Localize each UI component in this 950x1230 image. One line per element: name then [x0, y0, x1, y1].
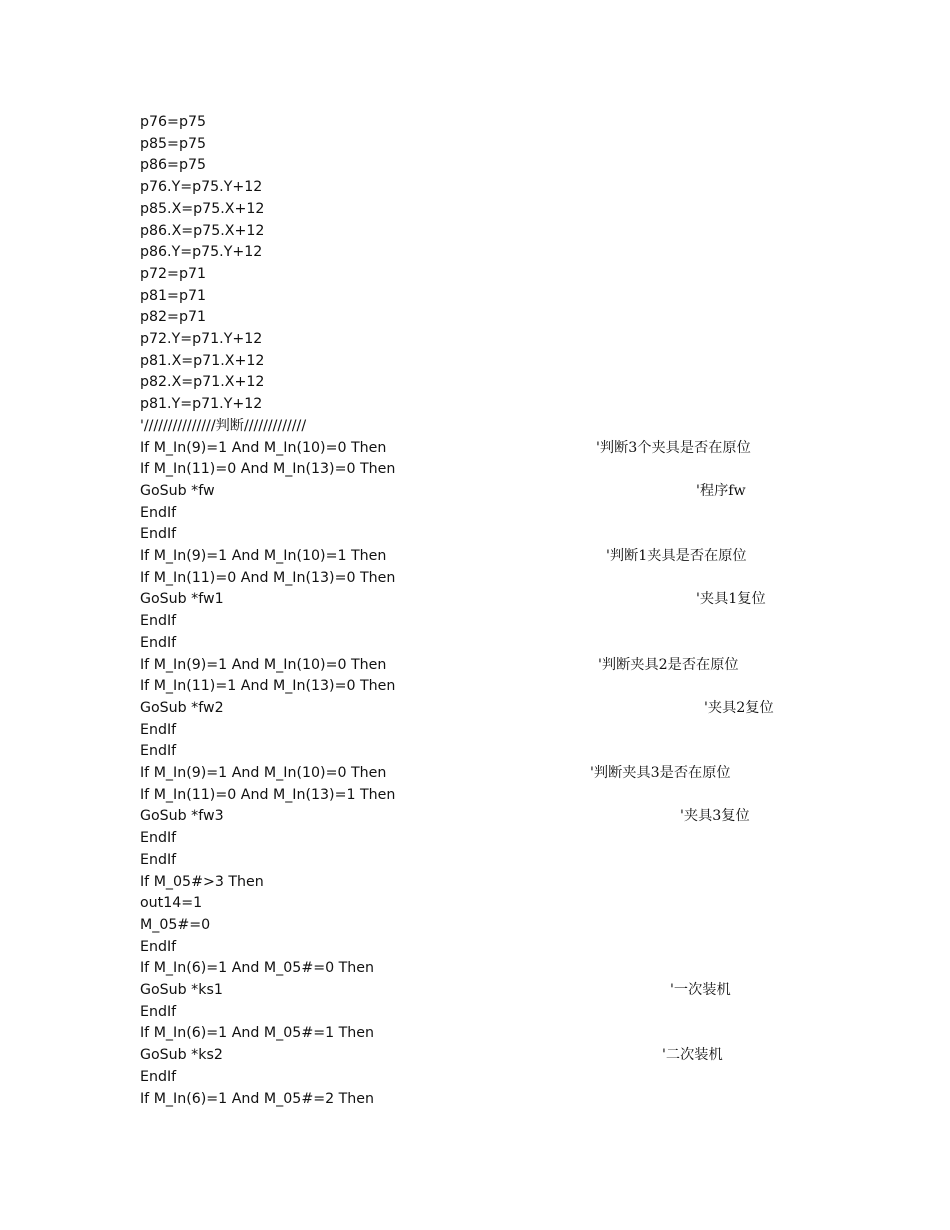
code-comment: '一次装机	[670, 982, 731, 998]
code-line	[140, 286, 920, 308]
code-text: p81.X=p71.X+12	[140, 352, 265, 369]
code-comment: '判断3个夹具是否在原位	[596, 439, 751, 456]
code-text: GoSub *ks2	[140, 1047, 223, 1064]
code-line	[140, 937, 920, 959]
code-line	[140, 828, 920, 850]
code-text: EndIf	[140, 938, 177, 955]
code-line	[140, 1089, 920, 1111]
code-text: GoSub *fw1	[140, 591, 224, 608]
code-line	[140, 1023, 920, 1045]
code-text: EndIf	[140, 634, 177, 651]
code-line	[140, 1002, 920, 1024]
code-text: GoSub *fw2	[140, 699, 224, 716]
code-text: GoSub *fw3	[140, 808, 224, 825]
code-text: If M_In(11)=0 And M_In(13)=0 Then	[140, 569, 396, 586]
code-line	[140, 893, 920, 915]
code-text: If M_In(6)=1 And M_05#=0 Then	[140, 960, 375, 977]
code-line	[140, 655, 920, 677]
code-text: p86.Y=p75.Y+12	[140, 244, 263, 261]
code-line	[140, 720, 920, 742]
code-line	[140, 980, 920, 1002]
code-text: If M_In(6)=1 And M_05#=2 Then	[140, 1090, 375, 1107]
code-text: GoSub *ks1	[140, 982, 223, 998]
code-text: p76.Y=p75.Y+12	[140, 179, 263, 196]
code-line	[140, 1045, 920, 1067]
code-comment: '判断夹具3是否在原位	[590, 765, 731, 781]
code-text: If M_In(6)=1 And M_05#=1 Then	[140, 1025, 375, 1042]
code-text: p85=p75	[140, 135, 207, 152]
code-text: p86.X=p75.X+12	[140, 222, 265, 239]
code-text: p72=p71	[140, 265, 207, 282]
code-line	[140, 676, 920, 698]
code-line	[140, 221, 920, 243]
code-line	[140, 763, 920, 785]
code-text: If M_In(11)=0 And M_In(13)=1 Then	[140, 786, 396, 803]
code-line	[140, 416, 920, 438]
code-line	[140, 351, 920, 373]
code-text: M_05#=0	[140, 916, 211, 933]
code-line	[140, 568, 920, 590]
code-text: EndIf	[140, 1068, 177, 1085]
code-text: If M_In(11)=0 And M_In(13)=0 Then	[140, 461, 396, 478]
code-line	[140, 698, 920, 720]
code-line	[140, 741, 920, 763]
code-text: EndIf	[140, 830, 177, 847]
code-line	[140, 264, 920, 286]
code-line	[140, 438, 920, 460]
code-text: EndIf	[140, 526, 177, 543]
code-text: If M_In(9)=1 And M_In(10)=1 Then	[140, 548, 387, 564]
code-text: EndIf	[140, 1003, 177, 1020]
code-text: p86=p75	[140, 157, 207, 174]
code-text: p82.X=p71.X+12	[140, 374, 265, 391]
code-line	[140, 958, 920, 980]
code-line	[140, 915, 920, 937]
code-text: '///////////////判断/////////////	[140, 417, 307, 434]
code-text: GoSub *fw	[140, 482, 215, 499]
code-text: If M_In(9)=1 And M_In(10)=0 Then	[140, 439, 387, 456]
code-line	[140, 850, 920, 872]
code-line	[140, 394, 920, 416]
code-line	[140, 459, 920, 481]
code-line	[140, 633, 920, 655]
code-line	[140, 524, 920, 546]
code-line	[140, 481, 920, 503]
code-text: out14=1	[140, 895, 203, 912]
code-text: If M_In(9)=1 And M_In(10)=0 Then	[140, 656, 387, 673]
code-line	[140, 1067, 920, 1089]
code-line	[140, 785, 920, 807]
code-text: p82=p71	[140, 309, 207, 326]
code-text: If M_In(9)=1 And M_In(10)=0 Then	[140, 765, 387, 781]
code-text: EndIf	[140, 613, 177, 630]
code-comment: '判断夹具2是否在原位	[598, 656, 739, 673]
code-text: If M_05#>3 Then	[140, 873, 264, 890]
code-line	[140, 611, 920, 633]
code-text: p72.Y=p71.Y+12	[140, 331, 263, 347]
code-comment: '夹具2复位	[704, 699, 774, 716]
code-line	[140, 134, 920, 156]
code-line	[140, 589, 920, 611]
code-text: p81.Y=p71.Y+12	[140, 396, 263, 413]
code-line	[140, 112, 920, 134]
code-text: EndIf	[140, 743, 177, 760]
code-comment: '二次装机	[662, 1047, 723, 1064]
code-line	[140, 329, 920, 351]
code-text: EndIf	[140, 721, 177, 738]
code-text: EndIf	[140, 504, 177, 521]
code-text: p81=p71	[140, 287, 207, 304]
code-line	[140, 177, 920, 199]
code-comment: '夹具3复位	[680, 808, 750, 825]
code-line	[140, 372, 920, 394]
code-line	[140, 307, 920, 329]
code-comment: '判断1夹具是否在原位	[606, 548, 747, 564]
code-line	[140, 546, 920, 568]
code-text: p85.X=p75.X+12	[140, 200, 265, 217]
code-text: p76=p75	[140, 114, 207, 130]
code-line	[140, 872, 920, 894]
code-line	[140, 155, 920, 177]
code-comment: '夹具1复位	[696, 591, 766, 608]
code-text: If M_In(11)=1 And M_In(13)=0 Then	[140, 678, 396, 695]
code-text: EndIf	[140, 851, 177, 868]
code-line	[140, 503, 920, 525]
code-line	[140, 242, 920, 264]
code-line	[140, 806, 920, 828]
code-line	[140, 199, 920, 221]
code-comment: '程序fw	[696, 482, 746, 499]
